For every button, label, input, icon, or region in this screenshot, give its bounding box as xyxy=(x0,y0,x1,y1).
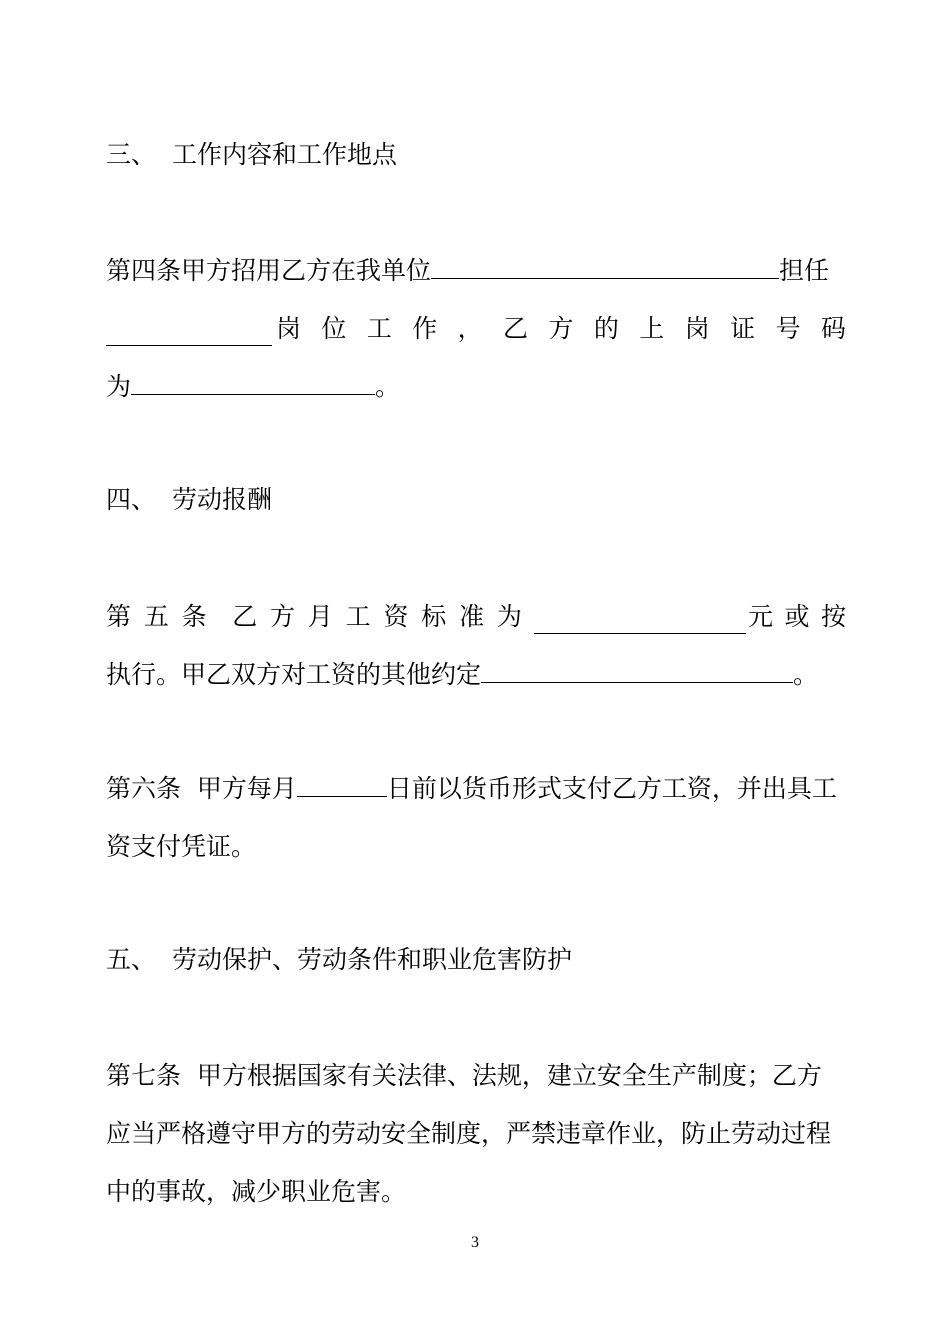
char: 岗 xyxy=(276,314,302,343)
char: 工 xyxy=(345,602,371,631)
fill-blank-salary[interactable] xyxy=(534,609,746,634)
char: 元 xyxy=(748,602,774,631)
article-text: 。 xyxy=(793,660,819,689)
article-text: 日前以货币形式支付乙方工资，并出具工 xyxy=(386,774,837,803)
article-text-justified xyxy=(106,600,522,634)
fill-blank-unit[interactable] xyxy=(431,254,779,279)
char: 月 xyxy=(307,602,333,631)
char: 号 xyxy=(775,314,801,343)
char: 方 xyxy=(270,602,296,631)
char: 按 xyxy=(820,602,846,631)
article-7-line-1: 第七条 甲方根据国家有关法律、法规，建立安全生产制度；乙方 xyxy=(106,1061,822,1090)
section-title: 劳动保护、劳动条件和职业危害防护 xyxy=(172,945,573,974)
char: ， xyxy=(457,314,483,343)
char: 五 xyxy=(143,602,169,631)
char: 或 xyxy=(784,602,810,631)
char: 乙 xyxy=(232,602,258,631)
section-number: 四、 xyxy=(106,485,157,514)
char: 位 xyxy=(321,314,347,343)
fill-blank-other-salary-terms[interactable] xyxy=(481,658,793,683)
section-title: 劳动报酬 xyxy=(172,485,273,514)
article-text: 执行。甲乙双方对工资的其他约定 xyxy=(106,660,482,689)
article-4-line-1 xyxy=(106,254,846,288)
section-heading-4 xyxy=(106,483,846,517)
article-5-line-2 xyxy=(106,658,846,692)
section-heading-3 xyxy=(106,138,846,172)
char: 乙 xyxy=(503,314,529,343)
char: 作 xyxy=(412,314,438,343)
fill-blank-certificate-number[interactable] xyxy=(131,370,375,395)
char: 第 xyxy=(106,602,132,631)
char: 准 xyxy=(459,602,485,631)
char: 为 xyxy=(496,602,522,631)
char: 的 xyxy=(593,314,619,343)
char: 码 xyxy=(820,314,846,343)
article-7-line-2: 应当严格遵守甲方的劳动安全制度，严禁违章作业，防止劳动过程 xyxy=(106,1119,832,1148)
article-text: 为 xyxy=(106,372,132,401)
article-text-justified xyxy=(276,312,846,346)
article-5-line-1 xyxy=(106,600,846,634)
fill-blank-pay-day[interactable] xyxy=(297,772,387,797)
char: 资 xyxy=(383,602,409,631)
article-6-line-1 xyxy=(106,772,846,806)
char: 标 xyxy=(421,602,447,631)
article-text: 第六条 甲方每月 xyxy=(106,774,297,803)
article-text: 担任 xyxy=(779,256,830,285)
article-text: 。 xyxy=(375,372,401,401)
fill-blank-position[interactable] xyxy=(106,321,272,346)
char: 证 xyxy=(730,314,756,343)
section-number: 三、 xyxy=(106,140,157,169)
section-number: 五、 xyxy=(106,945,157,974)
section-heading-5 xyxy=(106,943,846,977)
article-7-line-3: 中的事故，减少职业危害。 xyxy=(106,1177,407,1206)
article-text: 第四条甲方招用乙方在我单位 xyxy=(106,256,432,285)
page-number: 3 xyxy=(471,1234,479,1251)
article-text-justified xyxy=(748,600,846,634)
article-text: 资支付凭证。 xyxy=(106,832,257,861)
section-title: 工作内容和工作地点 xyxy=(172,140,398,169)
char: 方 xyxy=(548,314,574,343)
article-6-line-2 xyxy=(106,830,846,864)
char: 工 xyxy=(366,314,392,343)
char: 上 xyxy=(639,314,665,343)
char: 条 xyxy=(181,602,207,631)
article-4-line-3 xyxy=(106,370,846,404)
article-4-line-2 xyxy=(106,312,846,346)
char: 岗 xyxy=(684,314,710,343)
